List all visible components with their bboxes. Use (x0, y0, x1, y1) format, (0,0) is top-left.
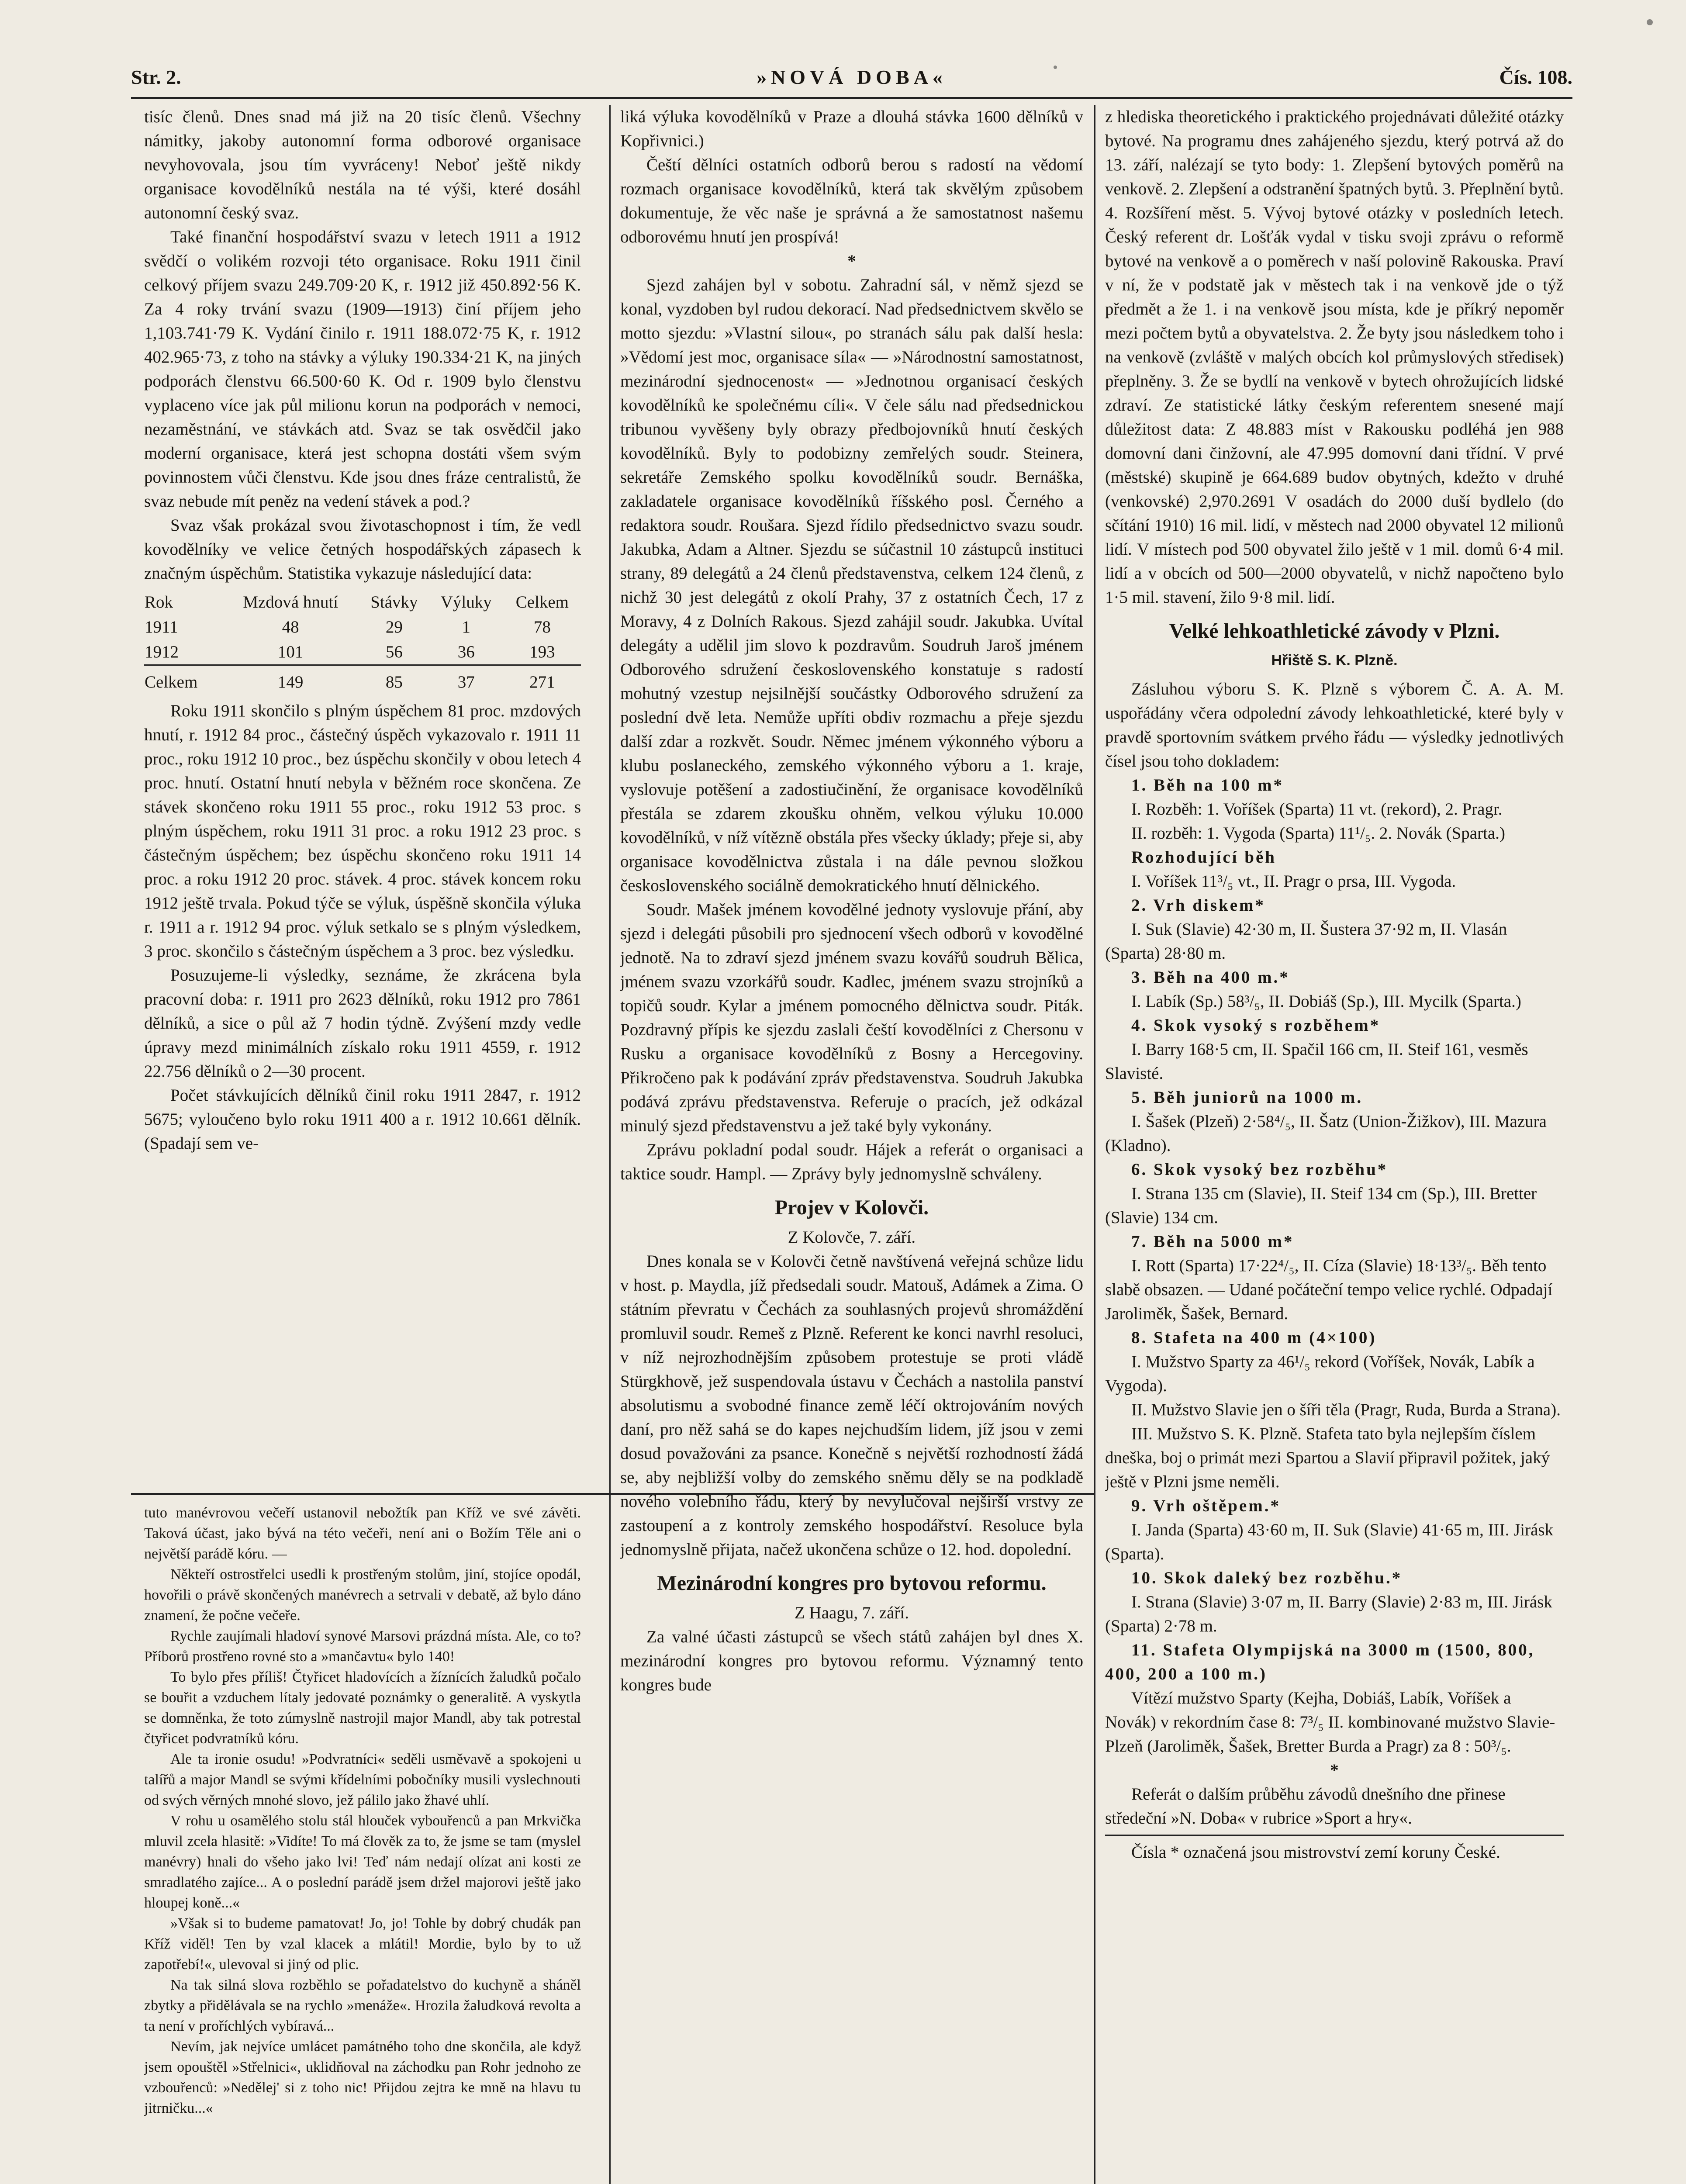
table-header: Stávky (370, 593, 418, 612)
event-result: I. Mužstvo Sparty za 46¹/₅ rekord (Voříšek, Novák, Labík a Vygoda). (1105, 1352, 1535, 1395)
event-result: I. Rozběh: 1. Voříšek (Sparta) 11 vt. (rekord), 2. Pragr. (1131, 800, 1503, 819)
table-cell: 271 (504, 665, 581, 695)
masthead-title: »NOVÁ DOBA« (757, 66, 947, 88)
event-title: 11. Stafeta Olympijská na 3000 m (1500, 800, 400, 200 a 100 m.) (1105, 1641, 1535, 1683)
event-result: Vítězí mužstvo Sparty (Kejha, Dobiáš, Labík, Voříšek a Novák) v rekordním čase 8: 7³/₅ II. kombinované mužstvo Slavie-Plzeň (Jaroliměk, Šašek, Bretter Burda a Pragr) za 8 : 50³/₅. (1105, 1689, 1555, 1755)
event-result: III. Mužstvo S. K. Plzně. Stafeta tato byla nejlepším číslem dneška, boj o primát mezi Spartou a Slavií připravil požitek, jaký ještě v Plzni jsme neměli. (1105, 1424, 1550, 1491)
event-result: I. Strana (Slavie) 3·07 m, II. Barry (Slavie) 2·83 m, III. Jirásk (Sparta) 2·78 m. (1105, 1593, 1552, 1635)
event-title: 4. Skok vysoký s rozběhem* (1131, 1016, 1381, 1035)
col1-paragraph: Svaz však prokázal svou životaschopnost i tím, že vedl kovodělníky ve velice četných hospodářských zápasech k značným úspěchům. Statistika vykazuje následující data: (144, 516, 581, 583)
table-cell: 193 (529, 643, 555, 661)
feuilleton-paragraph: To bylo přes příliš! Čtyřicet hladovících a žíznících žaludků počalo se bouřit a vzduchem lítaly jedovaté poznámky o generalitě. A vyskytla se domněnka, že toto zúmyslně nastrojil major Mandl, aby tak potrestal čtyřicet podvratníků kóru. (144, 1669, 581, 1747)
event-result: I. Strana 135 cm (Slavie), II. Steif 134 cm (Sp.), III. Bretter (Slavie) 134 cm. (1105, 1184, 1537, 1227)
table-header: Rok (145, 593, 173, 612)
table-cell: 78 (533, 618, 551, 636)
event-result: I. Janda (Sparta) 43·60 m, II. Suk (Slavie) 41·65 m, III. Jirásk (Sparta). (1105, 1521, 1554, 1563)
footnote: Čísla * označená jsou mistrovství zemí koruny České. (1131, 1843, 1500, 1862)
event-title: 5. Běh juniorů na 1000 m. (1131, 1088, 1363, 1107)
event-title: 8. Stafeta na 400 m (4×100) (1131, 1328, 1377, 1347)
col3-paragraph: Referát o dalším průběhu závodů dnešního dne přinese středeční »N. Doba« v rubrice »Sport a hry«. (1105, 1785, 1506, 1828)
column-2 (620, 105, 1083, 2184)
feuilleton-paragraph: Někteří ostrostřelci usedli k prostřeným stolům, jiní, stojíce opodál, hovořili o právě skončených manévrech a setrvali v debatě, až bylo dáno znamení, že počne večeře. (144, 1566, 581, 1624)
table-header: Celkem (515, 593, 569, 612)
table-cell: 48 (282, 618, 299, 636)
event-result: I. Suk (Slavie) 42·30 m, II. Šustera 37·92 m, II. Vlasán (Sparta) 28·80 m. (1105, 920, 1507, 963)
table-cell: Celkem (144, 665, 221, 695)
col3-paragraph: z hlediska theoretického i praktického projednávati důležité otázky bytové. Na programu dnes zahájeného sjezdu, který potrvá až do 13. září, nalézají se tyto body: 1. Zlepšení bytových poměrů na venkově. 2. Zlepšení a odstranění špatných bytů. 3. Přeplnění bytů. 4. Rozšíření měst. 5. Vývoj bytové otázky v posledních letech. Český referent dr. Lošťák vydal v tisku svoji zprávu o reformě bytové na venkově a o poměrech v naší polovině Rakouska. Praví v ní, že v podstatě jak v městech tak i na venkově jde o týž předmět a že 1. i na venkově jsou místa, kde je příkrý nepoměr mezi počtem bytů a obyvatelstva. 2. Že byty jsou následkem toho i na venkově (zvláště v malých obcích kol průmyslových středisek) přeplněny. 3. Že se bydlí na venkově v bytech ohrožujících lidské zdraví. Ze statistické látky českým referentem snesené mají důležitost data: Z 48.883 míst v Rakousku podléhá jen 988 domovní dani činžovní, ale 47.995 domovní dani třídní. V prvé (městské) skupině je 664.689 budov obytných, kdežto v druhé (venkovské) 2,970.2691 V osadách do 2000 duší bydlelo (do sčítání 1910) 16 mil. lidí, v městech nad 2000 obyvatel 12 milionů lidí. V místech pod 500 obyvatel žilo ještě v 1 mil. domů 6·4 mil. lidí a v obcích od 500—2000 obyvatelů, v nichž napočteno bylo 1·5 mil. stavení, žilo 9·8 mil. lidí. (1105, 107, 1564, 607)
event-title: Rozhodující běh (1131, 848, 1276, 867)
col2-paragraph: Za valné účasti zástupců se všech států zahájen byl dnes X. mezinárodní kongres pro bytovou reformu. Významný tento kongres bude (620, 1628, 1083, 1694)
table-cell: 85 (359, 665, 429, 695)
event-result: I. Rott (Sparta) 17·22⁴/₅, II. Cíza (Slavie) 18·13³/₅. Běh tento slabě obsazen. — Udané počáteční tempo velice rychlé. Odpadají Jaroliměk, Šašek, Bernard. (1105, 1256, 1553, 1323)
article-dateline: Z Kolovče, 7. září. (788, 1228, 916, 1247)
article-heading: Velké lehkoathletické závody v Plzni. (1169, 619, 1500, 643)
col2-paragraph: liká výluka kovodělníků v Praze a dlouhá stávka 1600 dělníků v Kopřivnici.) (620, 107, 1083, 150)
article-subheading: Hřiště S. K. Plzně. (1271, 652, 1398, 669)
note-rule (1105, 1835, 1564, 1836)
table-row (144, 615, 581, 639)
article-heading: Mezinárodní kongres pro bytovou reformu. (657, 1572, 1047, 1595)
event-title: 7. Běh na 5000 m* (1131, 1232, 1294, 1251)
column-1 (144, 105, 581, 1489)
table-cell: 36 (457, 643, 475, 661)
col1-paragraph: Také finanční hospodářství svazu v letech 1911 a 1912 svědčí o volikém rozvoji této organisace. Roku 1911 činil celkový příjem svazu 249.709·20 K, r. 1912 již 450.892·56 K. Za 4 roky trvání svazu (1909—1913) činí příjem jeho 1,103.741·79 K. Vydání činilo r. 1911 188.072·75 K, r. 1912 402.965·73, z toho na stávky a výluky 190.334·21 K, na jiných podporách členstvu 66.500·60 K. Od r. 1909 bylo členstvu vyplaceno více jak půl milionu korun na podporách v nemoci, nezaměstnání, ve stávkách atd. Svaz se tak osvědčil jako moderní organisace, která jest schopna dostáti všem svým povinnostem vůči členstvu. Kde jsou dnes fráze centralistů, že svaz nebude mít peněz na vedení stávek a pod.? (144, 228, 581, 511)
event-result: II. Mužstvo Slavie jen o šíři těla (Pragr, Ruda, Burda a Strana). (1131, 1400, 1561, 1419)
event-title: 2. Vrh diskem* (1131, 896, 1266, 915)
table-total-row (144, 665, 581, 695)
table-cell: 37 (429, 665, 504, 695)
feuilleton-paragraph: Rychle zaujímali hladoví synové Marsovi prázdná místa. Ale, co to? Příborů prostřeno rovné sto a »mančavtu« bylo 140! (144, 1628, 581, 1665)
strike-statistics-table (144, 590, 581, 695)
feuilleton-paragraph: Ale ta ironie osudu! »Podvratníci« seděli usměvavě a spokojeni u talířů a major Mandl se svými křídelními pobočníky musili vyslechnouti od svých věrných mnohé slovo, jež pálilo jako žhavé uhlí. (144, 1751, 581, 1808)
feuilleton-paragraph: Na tak silná slova rozběhlo se pořadatelstvo do kuchyně a sháněl zbytky a přidělávala se na rychlo »menáže«. Hrozila žaludková revolta a ta není v proříchlých vybíravá... (144, 1977, 581, 2034)
page-number: Str. 2. (131, 66, 181, 88)
table-header: Mzdová hnutí (243, 593, 339, 612)
column-rule-2 (1094, 105, 1095, 2184)
feuilleton-paragraph: »Však si to budeme pamatovat! Jo, jo! Tohle by dobrý chudák pan Kříž viděl! Ten by vzal klacek a mlátil! Mordie, bylo by to už zapotřebí!«, ulevoval si jiný od plic. (144, 1915, 581, 1973)
article-dateline: Z Haagu, 7. září. (794, 1603, 909, 1622)
col2-paragraph: Čeští dělníci ostatních odborů berou s radostí na vědomí rozmach organisace kovodělníků, která tak skvělým způsobem dokumentuje, že věc naše je správná a že samostatnost našemu odborovému hnutí jen prospívá! (620, 156, 1083, 246)
table-cell: 56 (385, 643, 403, 661)
print-speck (1054, 66, 1057, 69)
feuilleton-paragraph: tuto manévrovou večeří ustanovil nebožtík pan Kříž ve své závěti. Taková účast, jako bývá na této večeři, není ani o Božím Těle ani o největší parádě kóru. — (144, 1505, 581, 1562)
table-cell: 29 (385, 618, 403, 636)
col1-paragraph: Počet stávkujících dělníků činil roku 1911 2847, r. 1912 5675; vyloučeno bylo roku 1911 400 a r. 1912 10.661 dělník. (Spadají sem ve- (144, 1086, 581, 1153)
table-row (144, 639, 581, 665)
col1-paragraph: tisíc členů. Dnes snad má již na 20 tisíc členů. Všechny námitky, jakoby autonomní forma odborové organisace nevyhovovala, jsou tím vyvráceny! Neboť ještě nikdy organisace kovodělníků nestála na té výši, které dosáhl autonomní český svaz. (144, 107, 581, 222)
event-title: 1. Běh na 100 m* (1131, 776, 1284, 795)
feuilleton-paragraph: V rohu u osamělého stolu stál hlouček vybouřenců a pan Mrkvička mluvil zcela hlasitě: »Vidíte! To má člověk za to, že jsme se tam (myslel manévry) hnali do všeho jako lvi! Teď nám nedají olízat ani kosti ze smradlatého zajíce... A o poslední parádě jsem držel majorovi ještě jako hloupej koně...« (144, 1813, 581, 1911)
event-title: 9. Vrh oštěpem.* (1131, 1496, 1281, 1515)
print-speck (1647, 19, 1653, 25)
issue-number: Čís. 108. (1499, 66, 1572, 88)
event-title: 3. Běh na 400 m.* (1131, 968, 1290, 987)
feuilleton-paragraph: Nevím, jak nejvíce umlácet památného toho dne skončila, ale když jsem opouštěl »Střelnici«, uklidňoval na záchodku pan Rohr jednoho ze vzbouřenců: »Nedělej' si z toho nic! Přijdou zejtra ke mně na hlavu tu jitrničku...« (144, 2039, 581, 2116)
table-cell: 1 (462, 618, 470, 636)
table-header-row (144, 590, 581, 615)
col2-paragraph: Soudr. Mašek jménem kovodělné jednoty vyslovuje přání, aby sjezd i delegáti působili pro sjednocení všech odborů v kovodělné jednotě. Na to zdraví sjezd jménem svazu kovářů soudruh Bělica, jménem svazu vzorkářů soudr. Kadlec, jménem svazu strojníků a topičů soudr. Kylar a jménem pomocného dělnictva soudr. Piták. Pozdravný přípis ke sjezdu zaslali čeští kovodělníci z Chersonu v Rusku a organisace kovodělníků z Bosny a Hercegoviny. Přikročeno pak k podávání zpráv představenstva. Soudruh Jakubka podává zprávu představenstva. Referuje o pracích, jež odkázal minulý sjezd představenstvu a jež také byly vykonány. (620, 900, 1083, 1135)
col1-paragraph: Posuzujeme-li výsledky, seznáme, že zkrácena byla pracovní doba: r. 1911 pro 2623 dělníků, roku 1912 pro 7861 dělníků, a sice o půl až 7 hodin týdně. Zvýšení mzdy vedle úpravy mezd minimálních získalo roku 1911 4559, r. 1912 22.756 dělníků o 2—30 procent. (144, 966, 581, 1081)
col2-paragraph: Zprávu pokladní podal soudr. Hájek a referát o organisaci a taktice soudr. Hampl. — Zprávy byly jednomyslně schváleny. (620, 1140, 1083, 1183)
event-result: II. rozběh: 1. Vygoda (Sparta) 11¹/₅. 2. Novák (Sparta.) (1131, 824, 1505, 843)
table-cell: 101 (277, 643, 304, 661)
table-header: Výluky (440, 593, 492, 612)
col1-paragraph: Roku 1911 skončilo s plným úspěchem 81 proc. mzdových hnutí, r. 1912 84 proc., částečný úspěch vykazovalo r. 1911 11 proc., roku 1912 10 proc., bez úspěchu skončily v obou letech 4 proc. hnutí. Ostatní hnutí nebyla v běžném roce skončena. Ze stávek skončeno roku 1911 55 proc., roku 1912 53 proc. s plným úspěchem, roku 1911 31 proc. a roku 1912 23 proc. s částečným úspěchem; bez úspěchu skončeno roku 1911 14 proc. a roku 1912 20 proc. stávek. 4 proc. stávek koncem roku 1912 ještě trvala. Pokud týče se výluk, úspěšně skončila výluka r. 1911 a r. 1912 94 proc. výluk setkalo se s plným výsledkem, 3 proc. skončilo s částečným úspěchem a 3 proc. bez výsledku. (144, 702, 581, 961)
table-cell: 1912 (145, 643, 179, 661)
feuilleton (144, 1503, 581, 2184)
section-separator: * (1330, 1761, 1339, 1780)
header-rule (131, 97, 1572, 99)
col2-paragraph: Dnes konala se v Kolovči četně navštívená veřejná schůze lidu v host. p. Maydla, jíž předsedali soudr. Matouš, Adámek a Zima. O státním převratu v Čechách za souhlasných projevů shromáždění promluvil soudr. Remeš z Plzně. Referent ke konci navrhl resoluci, v níž nejrozhodnějším způsobem protestuje se proti vládě Stürgkhově, jež suspendovala ústavu v Čechách a nastolila panství absolutismu a svobodné finance země léčí oktrojováním nových daní, pro něž sahá se do kapes nejchudším lidem, jíž jsou v zemi dosud považováni za psance. Konečně s největší rozhodností žádá se, aby nejbližší volby do zemského sněmu děly se na podkladě nového volebního řádu, který by nevylučoval nejširší vrstvy ze zastoupení a z kontroly zemského hospodářství. Resoluce byla jednomyslně přijata, načež ukončena schůze o 12. hod. dopolední. (620, 1252, 1083, 1559)
table-cell: 149 (221, 665, 359, 695)
column-rule-1 (609, 105, 611, 2184)
col2-paragraph: Sjezd zahájen byl v sobotu. Zahradní sál, v němž sjezd se konal, vyzdoben byl rudou dekorací. Nad předsednictvem skvělo se motto sjezdu: »Vlastní silou«, po stranách sálu pak další hesla: »Vědomí jest moc, organisace síla« — »Národnostní samostatnost, mezinárodní sjednocenost« — »Jednotnou organisací českých kovodělníků ke společnému cíli«. V čele sálu nad předsednickou tribunou vyvěšeny byly obrazy předbojovníků hnutí českých kovodělníků. Byly to podobizny zemřelých soudr. Steinera, sekretáře Zemského spolku kovodělníků soudr. Bernáška, zakladatele organisace kovodělníků říšského posl. Černého a redaktora soudr. Roušara. Sjezd řídilo předsednictvo svazu soudr. Jakubka, Adam a Altner. Sjezdu se súčastnil 10 zástupců instituci strany, 89 delegátů a 24 členů představenstva, celkem 124 členů, z nichž 30 jest delegátů z okolí Prahy, 37 z ostatních Čech, 17 z Moravy, 4 z Dolních Rakous. Sjezd zahájil soudr. Jakubka. Uvítal delegáty a udělil jim slovo k pozdravům. Soudruh Jaroš jménem Odborového sdružení československého konstatuje s radostí mohutný vzestup nejsilnější součástky Odborového sdružení za poslední dvě leta. Nemůže upříti obdiv rozmachu a přeje sjezdu další zdar a rozkvět. Soudr. Němec jménem výkonného výboru a klubu poslaneckého, zemského výkonného výboru a 1. kraje, vyslovuje potěšení a zadostiučinění, že organisace kovodělníků přestála se zdarem zkoušku ohněm, velkou výluku 10.000 kovodělníků, v níž vítězně obstála přes všecky úklady; přeje si, aby organisace kovodělnictva zůstala i na dále pevnou složkou československého sociálně demokratického hnutí dělnického. (620, 276, 1083, 895)
column-3 (1105, 105, 1564, 2184)
event-result: I. Barry 168·5 cm, II. Spačil 166 cm, II. Steif 161, vesměs Slavisté. (1105, 1040, 1528, 1083)
page-header (131, 66, 1572, 96)
event-result: I. Šašek (Plzeň) 2·58⁴/₅, II. Šatz (Union-Žižkov), III. Mazura (Kladno). (1105, 1112, 1547, 1155)
event-result: I. Voříšek 11³/₅ vt., II. Pragr o prsa, III. Vygoda. (1131, 872, 1456, 891)
section-separator: * (847, 252, 856, 270)
event-title: 6. Skok vysoký bez rozběhu* (1131, 1160, 1388, 1179)
col3-paragraph: Zásluhou výboru S. K. Plzně s výborem Č. A. A. M. uspořádány včera odpolední závody lehkoathletické, které byly v pravdě sportovním svátkem prvého řádu — výsledky jednotlivých čísel jsou toho dokladem: (1105, 680, 1564, 771)
event-result: I. Labík (Sp.) 58³/₅, II. Dobiáš (Sp.), III. Mycilk (Sparta.) (1131, 992, 1521, 1011)
article-heading: Projev v Kolovči. (774, 1196, 929, 1219)
event-title: 10. Skok daleký bez rozběhu.* (1131, 1569, 1403, 1587)
table-cell: 1911 (145, 618, 178, 636)
